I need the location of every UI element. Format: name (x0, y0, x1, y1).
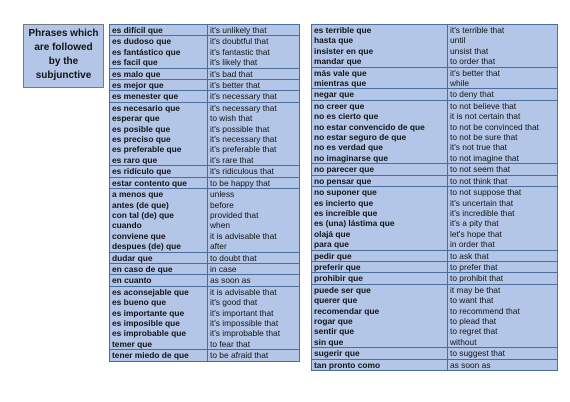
table-row (110, 36, 300, 47)
table-row (312, 67, 558, 78)
phrase-cell: es incierto que (312, 198, 448, 208)
table-row (110, 113, 300, 123)
meaning-cell: to not suppose that (448, 187, 558, 198)
table-row (110, 68, 300, 79)
phrase-cell: mandar que (312, 56, 448, 67)
phrase-cell: pedir que (312, 250, 448, 261)
table-row (110, 297, 300, 307)
meaning-cell: unsist that (448, 46, 558, 56)
meaning-cell: it's unlikely that (208, 25, 300, 36)
phrase-cell: es preferable que (110, 144, 208, 154)
meaning-cell: to prefer that (448, 261, 558, 272)
meaning-cell: it's incredible that (448, 208, 558, 218)
phrase-cell: es (una) lástima que (312, 218, 448, 228)
phrase-cell: negar que (312, 89, 448, 100)
table-row (110, 252, 300, 263)
table-row (312, 306, 558, 316)
table-row (110, 124, 300, 134)
title-line: are followed (34, 42, 93, 53)
meaning-cell: in case (208, 263, 300, 274)
table-row (312, 132, 558, 142)
phrase-cell: no parecer que (312, 164, 448, 175)
phrase-cell: es preciso que (110, 134, 208, 144)
phrase-cell: prohibir que (312, 273, 448, 284)
meaning-cell: it is advisable that (208, 286, 300, 297)
table-row (312, 229, 558, 239)
meaning-cell: to recommend that (448, 306, 558, 316)
phrase-cell: mientras que (312, 78, 448, 89)
phrase-cell: no es verdad que (312, 142, 448, 152)
meaning-cell: it's impossible that (208, 318, 300, 328)
phrase-cell: es fantástico que (110, 47, 208, 57)
table-row (312, 326, 558, 336)
meaning-cell: to plead that (448, 316, 558, 326)
phrase-cell: estar contento que (110, 177, 208, 188)
phrase-cell: es terrible que (312, 25, 448, 36)
meaning-cell: to want that (448, 295, 558, 305)
title-box (23, 24, 104, 88)
phrase-cell: es bueno que (110, 297, 208, 307)
meaning-cell: after (208, 241, 300, 252)
phrase-cell: antes (de que) (110, 200, 208, 210)
phrase-cell: no es cierto que (312, 111, 448, 121)
table-row (312, 100, 558, 111)
phrase-cell: dudar que (110, 252, 208, 263)
phrase-cell: insister en que (312, 46, 448, 56)
meaning-cell: it's not true that (448, 142, 558, 152)
table-row (312, 273, 558, 284)
meaning-cell: it's terrible that (448, 25, 558, 36)
table-row (312, 316, 558, 326)
phrase-cell: es necesario que (110, 102, 208, 113)
meaning-cell: it's preferable that (208, 144, 300, 154)
table-row (312, 46, 558, 56)
meaning-cell: to not believe that (448, 100, 558, 111)
meaning-cell: it's bad that (208, 68, 300, 79)
phrase-cell: cuando (110, 220, 208, 230)
table-row (110, 189, 300, 200)
left-phrase-table (109, 24, 300, 362)
phrase-cell: es mejor que (110, 80, 208, 91)
meaning-cell: to not be sure that (448, 132, 558, 142)
phrase-cell: es imposible que (110, 318, 208, 328)
meaning-cell: it's doubtful that (208, 36, 300, 47)
table-row (312, 250, 558, 261)
meaning-cell: it's possible that (208, 124, 300, 134)
meaning-cell: it's ridiculous that (208, 166, 300, 177)
table-row (110, 102, 300, 113)
phrase-cell: más vale que (312, 67, 448, 78)
phrase-cell: sentir que (312, 326, 448, 336)
meaning-cell: it's important that (208, 308, 300, 318)
table-row (110, 263, 300, 274)
title-line: Phrases which (28, 28, 99, 39)
phrase-cell: no estar convencido de que (312, 122, 448, 132)
phrase-cell: es importante que (110, 308, 208, 318)
phrase-cell: olajá que (312, 229, 448, 239)
phrase-cell: no creer que (312, 100, 448, 111)
meaning-cell: until (448, 35, 558, 45)
phrase-cell: puede ser que (312, 284, 448, 295)
meaning-cell: to regret that (448, 326, 558, 336)
table-row (110, 80, 300, 91)
table-row (110, 25, 300, 36)
table-row (312, 284, 558, 295)
table-row (312, 218, 558, 228)
meaning-cell: it's likely that (208, 57, 300, 68)
phrase-cell: es facil que (110, 57, 208, 68)
meaning-cell: to wish that (208, 113, 300, 123)
table-row (312, 89, 558, 100)
phrase-cell: esperar que (110, 113, 208, 123)
table-row (110, 134, 300, 144)
table-row (110, 339, 300, 350)
meaning-cell: it may be that (448, 284, 558, 295)
meaning-cell: provided that (208, 210, 300, 220)
table-row (110, 47, 300, 57)
phrase-cell: rogar que (312, 316, 448, 326)
meaning-cell: to be happy that (208, 177, 300, 188)
meaning-cell: to suggest that (448, 348, 558, 359)
meaning-cell: it's necessary that (208, 91, 300, 102)
meaning-cell: as soon as (448, 359, 558, 370)
table-row (110, 91, 300, 102)
table-row (110, 155, 300, 166)
phrase-cell: no pensar que (312, 175, 448, 186)
meaning-cell: to not think that (448, 175, 558, 186)
phrase-cell: en cuanto (110, 275, 208, 286)
meaning-cell: when (208, 220, 300, 230)
meaning-cell: in order that (448, 239, 558, 250)
phrase-cell: no estar seguro de que (312, 132, 448, 142)
table-row (110, 286, 300, 297)
phrase-cell: en caso de que (110, 263, 208, 274)
meaning-cell: it's uncertain that (448, 198, 558, 208)
phrase-cell: sin que (312, 337, 448, 348)
meaning-cell: it is advisable that (208, 231, 300, 241)
meaning-cell: it's good that (208, 297, 300, 307)
table-row (110, 350, 300, 361)
phrase-cell: es malo que (110, 68, 208, 79)
table-row (312, 111, 558, 121)
meaning-cell: it's improbable that (208, 328, 300, 338)
phrase-cell: preferir que (312, 261, 448, 272)
phrase-cell: querer que (312, 295, 448, 305)
phrase-cell: es dudoso que (110, 36, 208, 47)
table-row (110, 200, 300, 210)
meaning-cell: to ask that (448, 250, 558, 261)
phrase-cell: es posible que (110, 124, 208, 134)
phrase-cell: sugerir que (312, 348, 448, 359)
table-row (312, 164, 558, 175)
meaning-cell: to not seem that (448, 164, 558, 175)
meaning-cell: to doubt that (208, 252, 300, 263)
phrase-cell: tener miedo de que (110, 350, 208, 361)
phrase-cell: es increíble que (312, 208, 448, 218)
table-row (110, 275, 300, 286)
meaning-cell: it's necessary that (208, 134, 300, 144)
meaning-cell: let's hope that (448, 229, 558, 239)
table-row (312, 56, 558, 67)
phrase-cell: recomendar que (312, 306, 448, 316)
phrase-cell: es ridículo que (110, 166, 208, 177)
table-row (312, 78, 558, 89)
meaning-cell: it's better that (208, 80, 300, 91)
table-row (110, 57, 300, 68)
table-row (312, 261, 558, 272)
right-phrase-table (311, 24, 558, 371)
table-row (312, 239, 558, 250)
table-row (110, 328, 300, 338)
table-row (312, 142, 558, 152)
phrase-cell: es improbable que (110, 328, 208, 338)
table-row (110, 220, 300, 230)
title-line: subjunctive (35, 70, 92, 81)
meaning-cell: it is not certain that (448, 111, 558, 121)
table-row (312, 175, 558, 186)
meaning-cell: to order that (448, 56, 558, 67)
meaning-cell: it's fantastic that (208, 47, 300, 57)
phrase-cell: tan pronto como (312, 359, 448, 370)
phrase-cell: hasta que (312, 35, 448, 45)
table-row (312, 359, 558, 370)
meaning-cell: without (448, 337, 558, 348)
table-row (110, 177, 300, 188)
meaning-cell: while (448, 78, 558, 89)
phrase-cell: es difícil que (110, 25, 208, 36)
table-row (110, 144, 300, 154)
table-row (312, 295, 558, 305)
phrase-cell: temer que (110, 339, 208, 350)
table-row (110, 308, 300, 318)
table-row (312, 25, 558, 36)
meaning-cell: before (208, 200, 300, 210)
phrase-cell: con tal (de) que (110, 210, 208, 220)
meaning-cell: to not imagine that (448, 153, 558, 164)
phrase-cell: no suponer que (312, 187, 448, 198)
phrase-cell: es raro que (110, 155, 208, 166)
meaning-cell: it's a pity that (448, 218, 558, 228)
meaning-cell: it's rare that (208, 155, 300, 166)
phrase-cell: para que (312, 239, 448, 250)
meaning-cell: to not be convinced that (448, 122, 558, 132)
title-line: by the (48, 56, 79, 67)
phrase-cell: conviene que (110, 231, 208, 241)
meaning-cell: to fear that (208, 339, 300, 350)
table-row (110, 210, 300, 220)
table-row (312, 122, 558, 132)
table-row (312, 348, 558, 359)
phrase-cell: es aconsejable que (110, 286, 208, 297)
meaning-cell: it's necessary that (208, 102, 300, 113)
table-row (312, 198, 558, 208)
table-row (312, 208, 558, 218)
table-row (312, 187, 558, 198)
table-row (110, 318, 300, 328)
meaning-cell: to be afraid that (208, 350, 300, 361)
phrase-cell: es menester que (110, 91, 208, 102)
table-row (312, 35, 558, 45)
phrase-cell: a menos que (110, 189, 208, 200)
table-row (110, 166, 300, 177)
meaning-cell: it's better that (448, 67, 558, 78)
table-row (312, 337, 558, 348)
table-row (110, 231, 300, 241)
table-row (312, 153, 558, 164)
phrase-cell: no imaginarse que (312, 153, 448, 164)
meaning-cell: unless (208, 189, 300, 200)
phrase-cell: despues (de) que (110, 241, 208, 252)
meaning-cell: to prohibit that (448, 273, 558, 284)
table-row (110, 241, 300, 252)
meaning-cell: to deny that (448, 89, 558, 100)
meaning-cell: as soon as (208, 275, 300, 286)
